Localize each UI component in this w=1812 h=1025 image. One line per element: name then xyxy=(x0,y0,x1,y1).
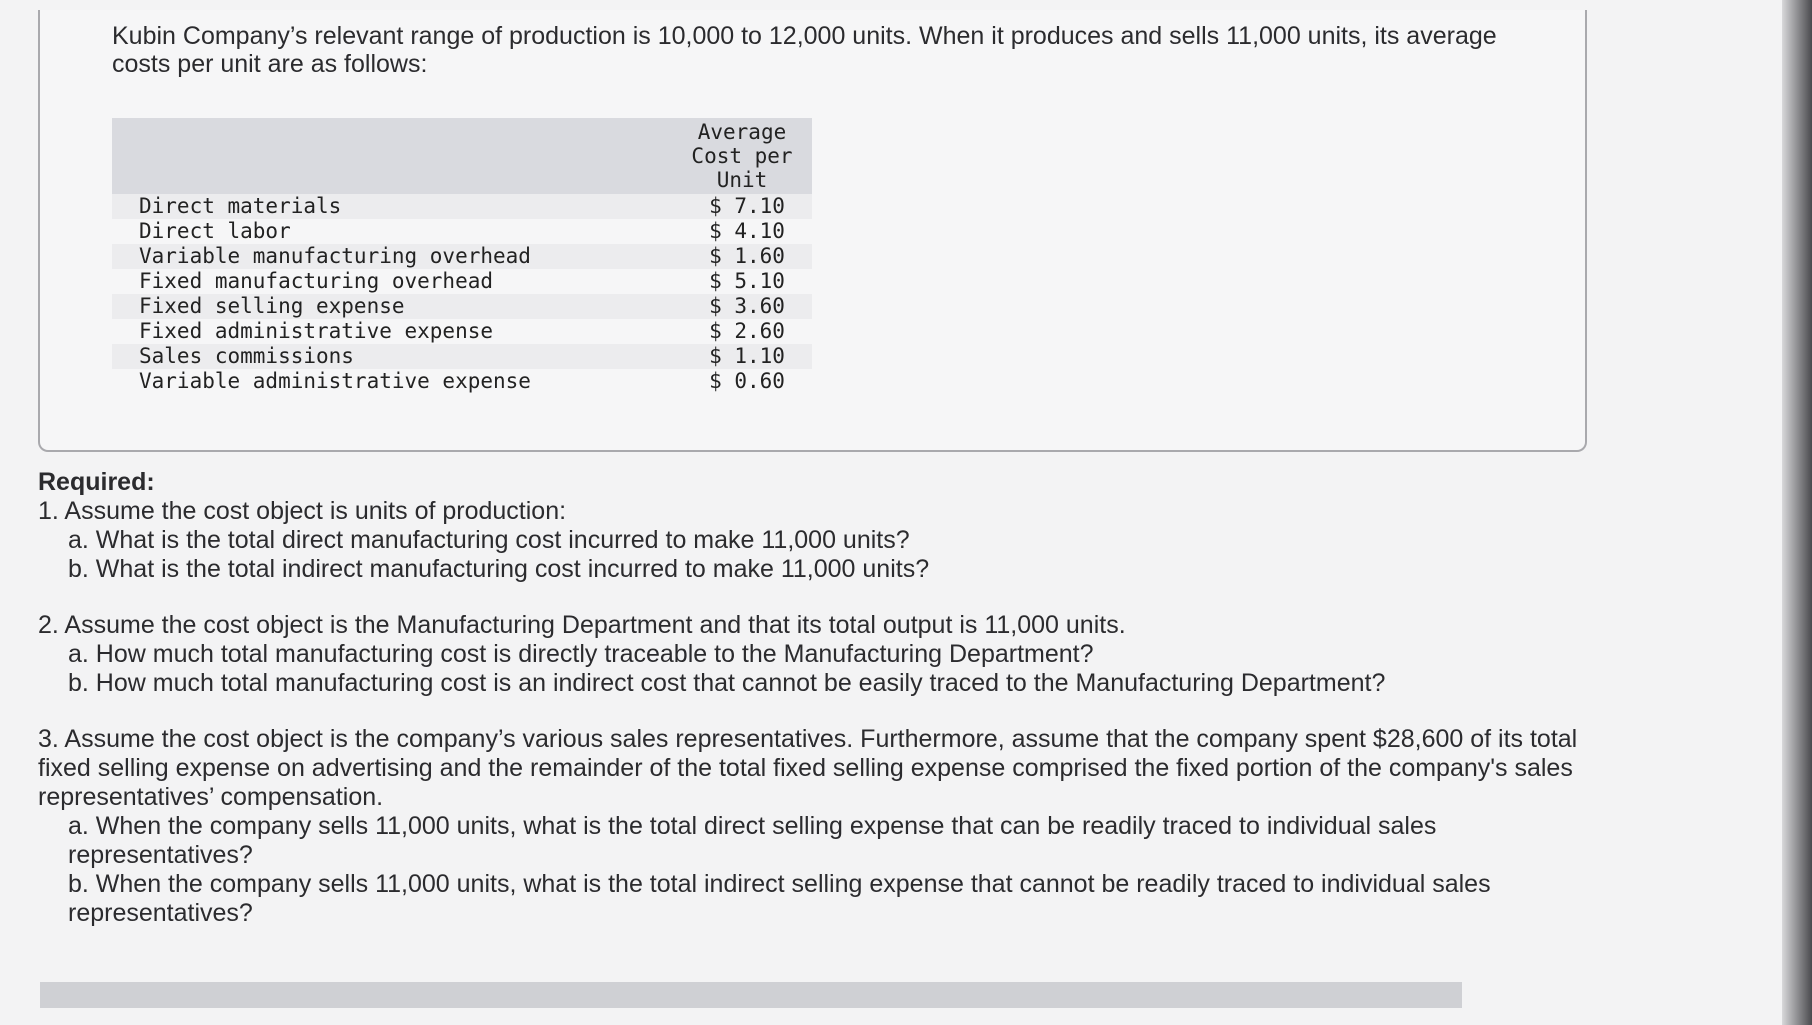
cost-value: $ 1.10 xyxy=(672,344,812,369)
question-1: 1. Assume the cost object is units of production: xyxy=(38,497,567,525)
cost-label: Variable manufacturing overhead xyxy=(112,244,672,269)
problem-intro: Kubin Company’s relevant range of production is 10,000 to 12,000 units. When it produces and sells 11,000 units, its average costs per unit are as follows: xyxy=(112,22,1497,78)
question-1b: b. What is the total indirect manufacturing cost incurred to make 11,000 units? xyxy=(68,555,930,583)
table-row xyxy=(112,294,812,319)
screen-edge xyxy=(1782,0,1812,1025)
table-row xyxy=(112,369,812,394)
table-row xyxy=(112,244,812,269)
answer-tab-bar[interactable] xyxy=(40,982,1462,1008)
table-row xyxy=(112,344,812,369)
cost-label: Fixed selling expense xyxy=(112,294,672,319)
cost-value: $ 2.60 xyxy=(672,319,812,344)
question-2b: b. How much total manufacturing cost is an indirect cost that cannot be easily traced to the Manufacturing Department? xyxy=(68,669,1386,697)
required-heading: Required: xyxy=(38,468,155,496)
table-row xyxy=(112,319,812,344)
cost-label: Variable administrative expense xyxy=(112,369,672,394)
cost-value: $ 1.60 xyxy=(672,244,812,269)
cost-value: $ 5.10 xyxy=(672,269,812,294)
cost-value: $ 7.10 xyxy=(672,194,812,219)
question-3a: a. When the company sells 11,000 units, what is the total direct selling expense that can be readily traced to individual sales representatives? xyxy=(68,812,1437,869)
required-section xyxy=(38,468,1598,928)
cost-label: Sales commissions xyxy=(112,344,672,369)
cost-table xyxy=(112,118,812,394)
cost-label: Fixed administrative expense xyxy=(112,319,672,344)
cost-label: Direct labor xyxy=(112,219,672,244)
question-3: 3. Assume the cost object is the company’s various sales representatives. Furthermore, assume that the company spent $28,600 of its total fixed selling expense on advertising and the remainder of the total fixed selling expense comprised the fixed portion of the company's sales representatives’ compensation. xyxy=(38,725,1578,811)
cost-value: $ 3.60 xyxy=(672,294,812,319)
table-header-blank xyxy=(112,118,672,194)
table-row xyxy=(112,269,812,294)
cost-value: $ 4.10 xyxy=(672,219,812,244)
question-1a: a. What is the total direct manufacturing cost incurred to make 11,000 units? xyxy=(68,526,910,554)
cost-label: Direct materials xyxy=(112,194,672,219)
table-header-average-cost: Average Cost per Unit xyxy=(672,118,812,194)
table-row xyxy=(112,194,812,219)
question-3b: b. When the company sells 11,000 units, what is the total indirect selling expense that cannot be readily traced to individual sales representatives? xyxy=(68,870,1491,927)
cost-value: $ 0.60 xyxy=(672,369,812,394)
table-row xyxy=(112,219,812,244)
question-2a: a. How much total manufacturing cost is directly traceable to the Manufacturing Department? xyxy=(68,640,1094,668)
question-2: 2. Assume the cost object is the Manufacturing Department and that its total output is 11,000 units. xyxy=(38,611,1126,639)
cost-label: Fixed manufacturing overhead xyxy=(112,269,672,294)
